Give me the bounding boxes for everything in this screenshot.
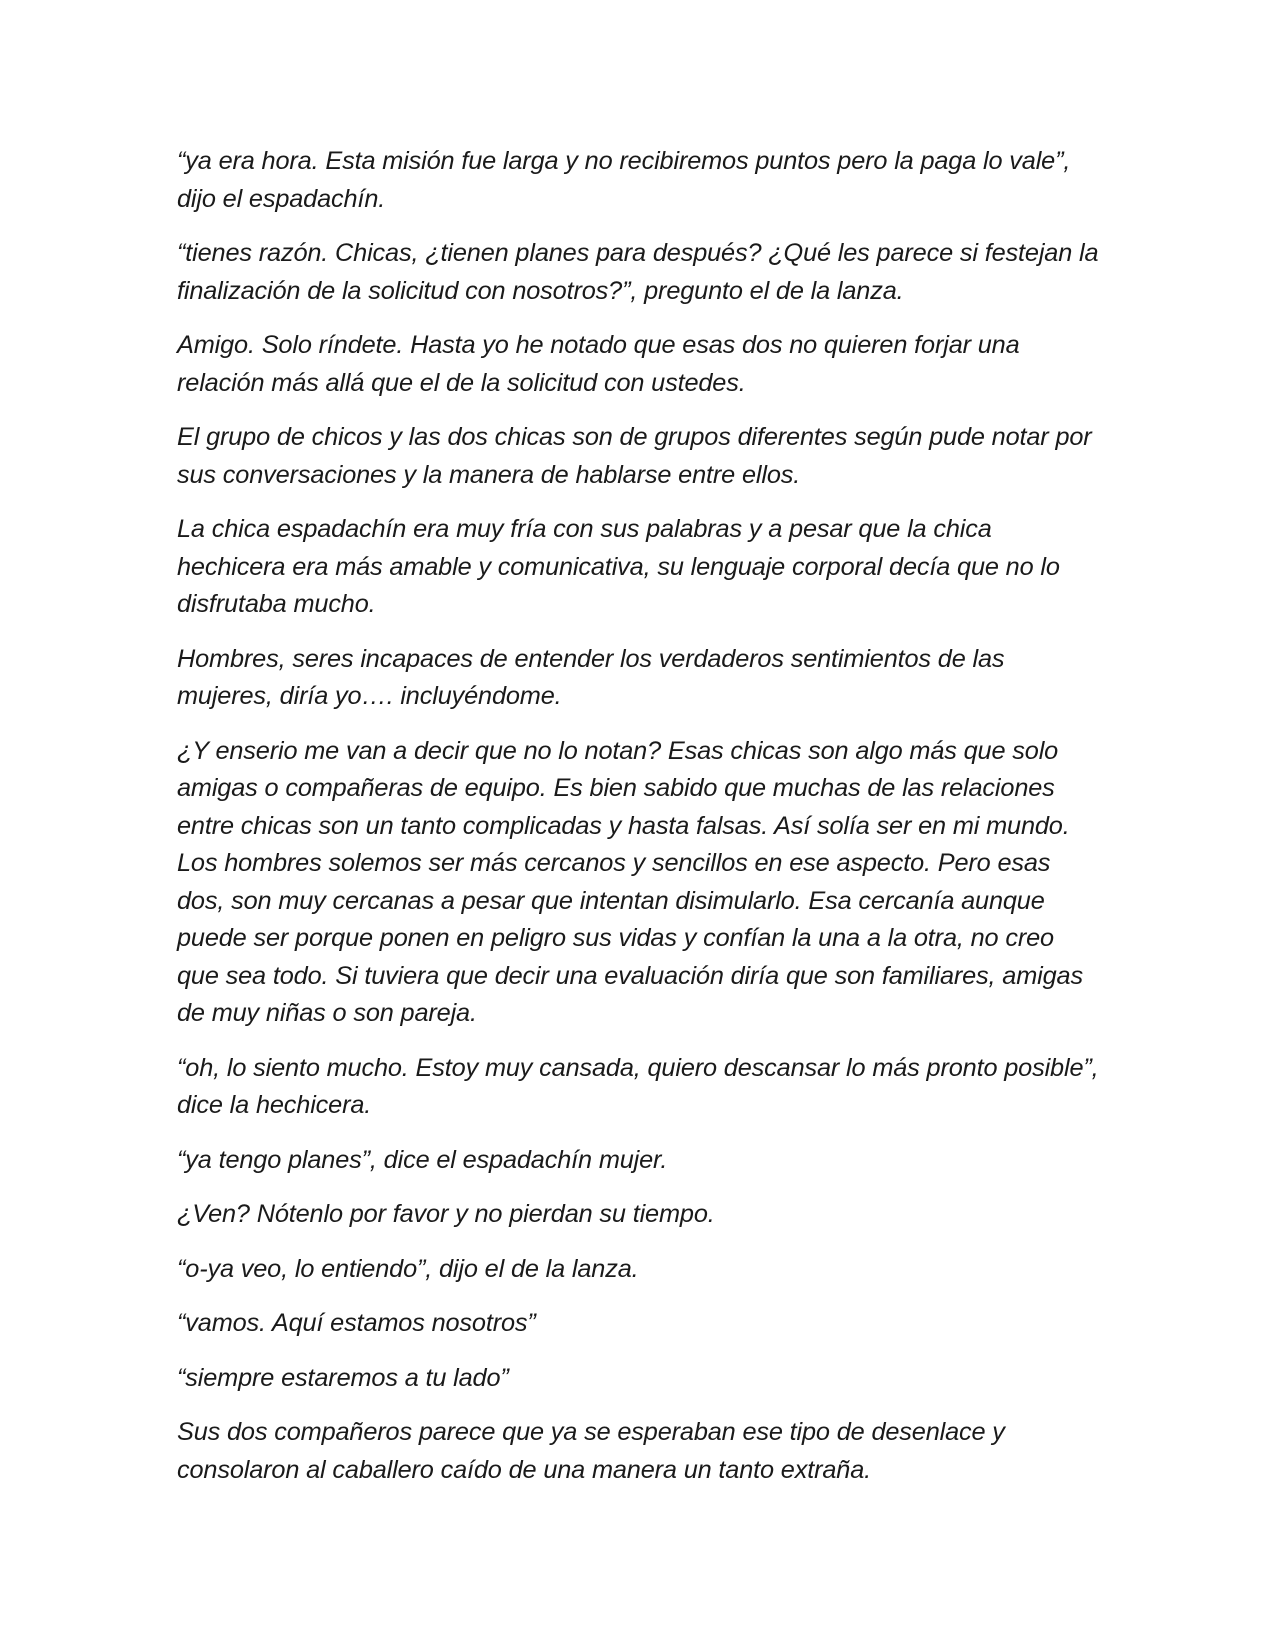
document-body	[177, 143, 1102, 1506]
paragraph: Sus dos compañeros parece que ya se esperaban ese tipo de desenlace y consolaron al caballero caído de una manera un tanto extraña.	[177, 1418, 1005, 1484]
paragraph: Amigo. Solo ríndete. Hasta yo he notado que esas dos no quieren forjar una relación más allá que el de la solicitud con ustedes.	[177, 331, 1020, 397]
paragraph: “ya tengo planes”, dice el espadachín mujer.	[177, 1145, 668, 1174]
paragraph: “oh, lo siento mucho. Estoy muy cansada, quiero descansar lo más pronto posible”, dice la hechicera.	[177, 1053, 1099, 1119]
paragraph: “o-ya veo, lo entiendo”, dijo el de la lanza.	[177, 1254, 639, 1283]
paragraph: “tienes razón. Chicas, ¿tienen planes para después? ¿Qué les parece si festejan la finalización de la solicitud con nosotros?”, pregunto el de la lanza.	[177, 239, 1099, 305]
paragraph: “siempre estaremos a tu lado”	[177, 1363, 509, 1392]
paragraph: La chica espadachín era muy fría con sus palabras y a pesar que la chica hechicera era más amable y comunicativa, su lenguaje corporal decía que no lo disfrutaba mucho.	[177, 515, 1060, 618]
paragraph: El grupo de chicos y las dos chicas son de grupos diferentes según pude notar por sus conversaciones y la manera de hablarse entre ellos.	[177, 423, 1092, 489]
paragraph: ¿Y enserio me van a decir que no lo notan? Esas chicas son algo más que solo amigas o compañeras de equipo. Es bien sabido que muchas de las relaciones entre chicas son un tanto complicadas y hasta falsas. Así solía ser en mi mundo. Los hombres solemos ser más cercanos y sencillos en ese aspecto. Pero esas dos, son muy cercanas a pesar que intentan disimularlo. Esa cercanía aunque puede ser porque ponen en peligro sus vidas y confían la una a la otra, no creo que sea todo. Si tuviera que decir una evaluación diría que son familiares, amigas de muy niñas o son pareja.	[177, 736, 1083, 1027]
paragraph: “ya era hora. Esta misión fue larga y no recibiremos puntos pero la paga lo vale”, dijo el espadachín.	[177, 147, 1071, 213]
paragraph: Hombres, seres incapaces de entender los verdaderos sentimientos de las mujeres, diría yo…. incluyéndome.	[177, 644, 1005, 710]
paragraph: ¿Ven? Nótenlo por favor y no pierdan su tiempo.	[177, 1200, 715, 1228]
paragraph: “vamos. Aquí estamos nosotros”	[177, 1309, 536, 1337]
